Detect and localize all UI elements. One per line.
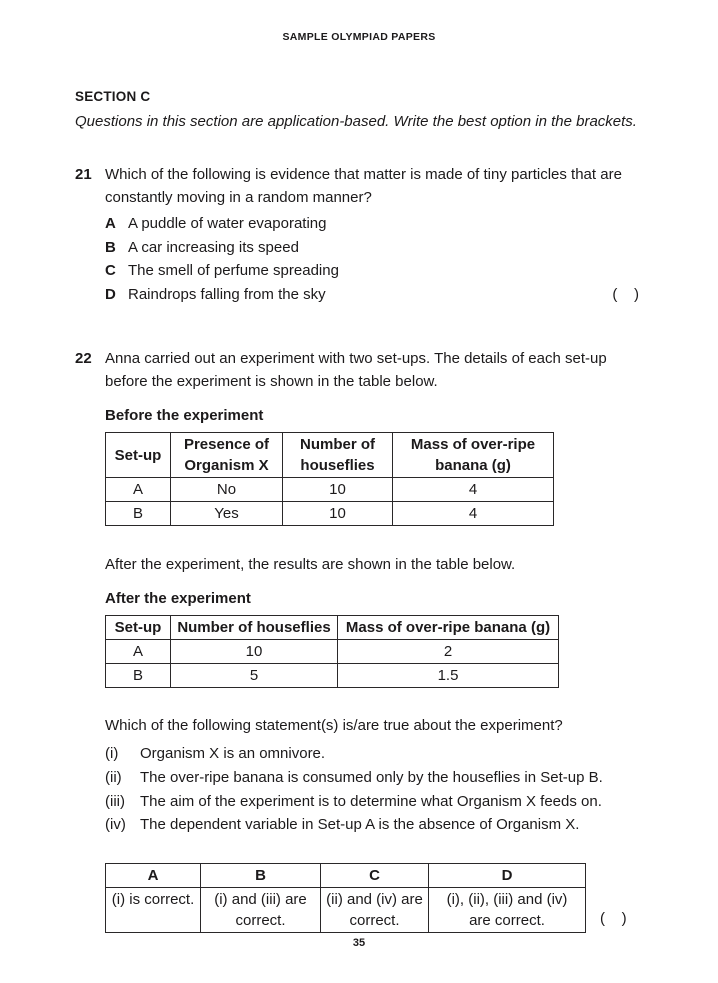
question-22-intro: Anna carried out an experiment with two set-ups. The details of each set-up before the experiment is shown in the table below. <box>105 350 607 391</box>
statement-i-text: Organism X is an omnivore. <box>140 745 326 763</box>
question-21-options <box>105 212 643 306</box>
statement-ii <box>105 766 643 790</box>
before-table-b-organism: Yes <box>171 502 283 526</box>
document-header-title: SAMPLE OLYMPIAD PAPERS <box>282 31 436 43</box>
option-c-text: The smell of perfume spreading <box>128 262 339 280</box>
after-table-b-setup: B <box>106 664 171 688</box>
before-experiment-label: Before the experiment <box>105 407 264 425</box>
statement-ii-numeral: (ii) <box>105 769 122 787</box>
options-table-cell-b: (i) and (iii) are correct. <box>201 888 321 933</box>
before-table-header-setup: Set-up <box>106 433 171 478</box>
options-table-header-d: D <box>429 864 586 888</box>
before-table-header-organism: Presence of Organism X <box>171 433 283 478</box>
before-table-a-organism: No <box>171 478 283 502</box>
option-a <box>105 212 643 236</box>
before-table-b-houseflies: 10 <box>283 502 393 526</box>
statement-i-numeral: (i) <box>105 745 119 763</box>
statement-iii <box>105 790 643 814</box>
after-experiment-table <box>105 615 559 688</box>
section-title: SECTION C <box>75 89 151 104</box>
before-table-a-houseflies: 10 <box>283 478 393 502</box>
after-table-b-mass: 1.5 <box>338 664 559 688</box>
after-experiment-label: After the experiment <box>105 590 251 608</box>
after-table-header-mass: Mass of over-ripe banana (g) <box>338 616 559 640</box>
after-table-a-mass: 2 <box>338 640 559 664</box>
after-table-a-houseflies: 10 <box>171 640 338 664</box>
options-table-header-row <box>106 864 586 888</box>
option-d-text: Raindrops falling from the sky <box>128 285 326 303</box>
after-table-b-houseflies: 5 <box>171 664 338 688</box>
question-21-text: Which of the following is evidence that matter is made of tiny particles that are constantly moving in a random manner? <box>105 166 622 206</box>
question-21 <box>75 163 643 306</box>
before-table-header-row <box>106 433 554 478</box>
question-22-body <box>105 347 643 933</box>
option-b-text: A car increasing its speed <box>128 238 299 256</box>
after-table-header-row <box>106 616 559 640</box>
question-22-answer-bracket: ( ) <box>600 910 627 928</box>
statements-list <box>105 742 643 837</box>
statement-iii-text: The aim of the experiment is to determine what Organism X feeds on. <box>140 792 602 810</box>
before-experiment-table <box>105 432 554 526</box>
option-b <box>105 236 643 260</box>
section-instructions: Questions in this section are application-based. Write the best option in the brackets. <box>75 113 637 130</box>
before-table-b-setup: B <box>106 502 171 526</box>
after-experiment-intro: After the experiment, the results are shown in the table below. <box>105 556 516 574</box>
question-21-body <box>105 163 643 306</box>
before-table-header-mass: Mass of over-ripe banana (g) <box>393 433 554 478</box>
answer-options-area <box>105 863 643 933</box>
table-row <box>106 502 554 526</box>
options-table-cell-c: (ii) and (iv) are correct. <box>321 888 429 933</box>
table-row <box>106 888 586 933</box>
before-table-b-mass: 4 <box>393 502 554 526</box>
options-table-cell-a: (i) is correct. <box>106 888 201 933</box>
table-row <box>106 478 554 502</box>
question-22 <box>75 347 643 933</box>
table-row <box>106 640 559 664</box>
options-table-header-b: B <box>201 864 321 888</box>
statement-iii-numeral: (iii) <box>105 792 125 810</box>
before-table-header-houseflies: Number of houseflies <box>283 433 393 478</box>
answer-options-table <box>105 863 586 933</box>
page-content <box>75 89 643 933</box>
statement-iv <box>105 813 643 837</box>
after-table-a-setup: A <box>106 640 171 664</box>
options-table-header-c: C <box>321 864 429 888</box>
options-table-header-a: A <box>106 864 201 888</box>
before-table-a-mass: 4 <box>393 478 554 502</box>
statement-i <box>105 742 643 766</box>
question-22-number: 22 <box>75 350 92 368</box>
after-table-header-houseflies: Number of houseflies <box>171 616 338 640</box>
option-c-letter: C <box>105 262 116 280</box>
statement-question: Which of the following statement(s) is/are true about the experiment? <box>105 717 563 735</box>
page-number: 35 <box>352 937 366 949</box>
option-a-letter: A <box>105 215 116 232</box>
statement-iv-numeral: (iv) <box>105 816 126 834</box>
option-c <box>105 259 643 283</box>
question-21-number: 21 <box>75 166 92 183</box>
before-table-a-setup: A <box>106 478 171 502</box>
option-b-letter: B <box>105 238 116 256</box>
option-d-letter: D <box>105 285 116 303</box>
after-table-header-setup: Set-up <box>106 616 171 640</box>
option-d <box>105 283 643 307</box>
statement-iv-text: The dependent variable in Set-up A is the absence of Organism X. <box>140 816 580 834</box>
option-a-text: A puddle of water evaporating <box>128 215 327 232</box>
question-21-answer-bracket: ( ) <box>612 285 639 303</box>
options-table-cell-d: (i), (ii), (iii) and (iv) are correct. <box>429 888 586 933</box>
table-row <box>106 664 559 688</box>
statement-ii-text: The over-ripe banana is consumed only by the houseflies in Set-up B. <box>140 769 603 787</box>
